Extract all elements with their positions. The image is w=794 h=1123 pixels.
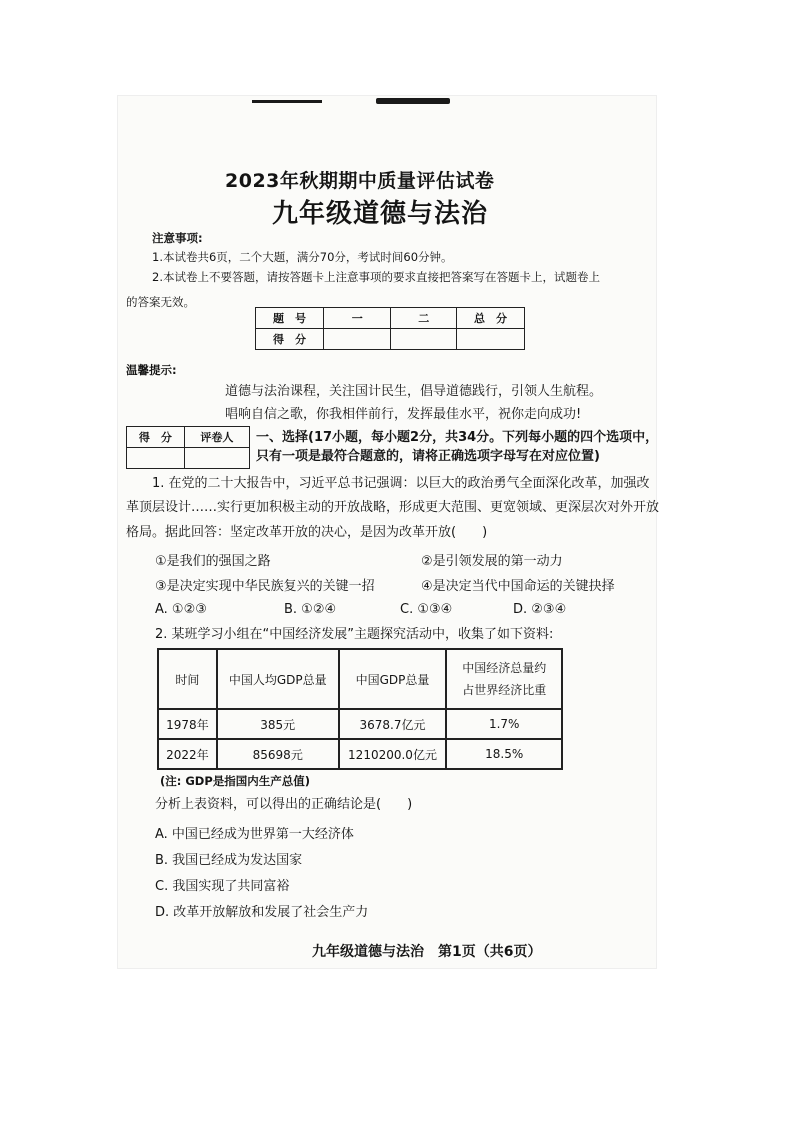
grader-name-cell[interactable]: [184, 448, 249, 469]
q1-option-b[interactable]: B. ①②④: [284, 602, 337, 617]
q2-option-d[interactable]: D. 改革开放解放和发展了社会生产力: [155, 905, 369, 920]
notice-item-2-cont: 的答案无效。: [126, 295, 195, 309]
gdp-note: (注: GDP是指国内生产总值): [160, 774, 311, 788]
question-1-stem: 1. 在党的二十大报告中，习近平总书记强调：以巨大的政治勇气全面深化改革，加强改: [152, 476, 650, 491]
q1-statement-3: ③是决定实现中华民族复兴的关键一招: [155, 579, 375, 594]
col-header-world-share: [446, 649, 562, 709]
question-2-stem: 分析上表资料，可以得出的正确结论是( ): [155, 797, 413, 812]
q1-statement-2: ②是引领发展的第一动力: [421, 554, 563, 569]
grader-score-cell[interactable]: [127, 448, 185, 469]
tips-heading: 温馨提示:: [126, 363, 177, 377]
section-1-instructions-cont: 只有一项是最符合题意的，请将正确选项字母写在对应位置): [256, 449, 600, 464]
table-row: [158, 739, 562, 769]
score-header-two: 二: [391, 308, 456, 329]
q1-option-c[interactable]: C. ①③④: [400, 602, 453, 617]
tips-line-1: 道德与法治课程，关注国计民生，倡导道德践行，引领人生航程。: [225, 384, 603, 399]
q2-option-b[interactable]: B. 我国已经成为发达国家: [155, 853, 303, 868]
exam-title: 2023年秋期期中质量评估试卷: [225, 170, 495, 192]
table-row: [127, 427, 250, 448]
gdp-data-table: [157, 648, 563, 770]
cell-total-gdp: 1210200.0亿元: [339, 739, 447, 769]
table-row: [256, 329, 525, 350]
cell-per-capita-gdp: 385元: [217, 709, 339, 739]
q2-option-a[interactable]: A. 中国已经成为世界第一大经济体: [155, 827, 354, 842]
question-2-intro: 2. 某班学习小组在“中国经济发展”主题探究活动中，收集了如下资料:: [155, 627, 554, 642]
cell-world-share: 1.7%: [446, 709, 562, 739]
q1-statement-1: ①是我们的强国之路: [155, 554, 271, 569]
cell-year: 1978年: [158, 709, 217, 739]
q1-option-d[interactable]: D. ②③④: [513, 602, 567, 617]
cell-year: 2022年: [158, 739, 217, 769]
tips-line-2: 唱响自信之歌，你我相伴前行，发挥最佳水平，祝你走向成功!: [225, 407, 582, 422]
cell-total-gdp: 3678.7亿元: [339, 709, 447, 739]
col-header-per-capita-gdp: 中国人均GDP总量: [217, 649, 339, 709]
q1-option-a[interactable]: A. ①②③: [155, 602, 207, 617]
score-header-question: 题 号: [256, 308, 324, 329]
notice-item-1: 1.本试卷共6页，二个大题，满分70分，考试时间60分钟。: [152, 250, 453, 264]
score-table: [255, 307, 525, 350]
col-header-world-share-line1: 中国经济总量约: [462, 661, 547, 675]
section-1-instructions: 一、选择(17小题，每小题2分，共34分。下列每小题的四个选项中，: [256, 430, 659, 445]
table-row: [256, 308, 525, 329]
scan-mark-top-left: [252, 100, 322, 103]
table-row: [158, 649, 562, 709]
q2-option-c[interactable]: C. 我国实现了共同富裕: [155, 879, 290, 894]
cell-per-capita-gdp: 85698元: [217, 739, 339, 769]
cell-world-share: 18.5%: [446, 739, 562, 769]
table-row: [158, 709, 562, 739]
subject-title: 九年级道德与法治: [272, 199, 489, 229]
score-header-one: 一: [324, 308, 391, 329]
table-row: [127, 448, 250, 469]
grader-table: [126, 426, 250, 469]
page-footer: 九年级道德与法治 第1页（共6页）: [312, 944, 542, 960]
grader-score-header: 得 分: [127, 427, 185, 448]
question-1-stem-cont: 革顶层设计……实行更加积极主动的开放战略，形成更大范围、更宽领域、更深层次对外开放: [126, 500, 660, 515]
grader-name-header: 评卷人: [184, 427, 249, 448]
col-header-world-share-line2: 占世界经济比重: [462, 683, 547, 697]
col-header-time: 时间: [158, 649, 217, 709]
score-cell-two[interactable]: [391, 329, 456, 350]
scan-mark-top-right: [376, 98, 450, 104]
score-cell-total[interactable]: [456, 329, 524, 350]
question-1-stem-end: 格局。据此回答：坚定改革开放的决心，是因为改革开放( ): [126, 525, 488, 540]
score-label: 得 分: [256, 329, 324, 350]
notice-heading: 注意事项:: [152, 231, 203, 245]
q1-statement-4: ④是决定当代中国命运的关键抉择: [421, 579, 615, 594]
score-cell-one[interactable]: [324, 329, 391, 350]
score-header-total: 总 分: [456, 308, 524, 329]
notice-item-2: 2.本试卷上不要答题，请按答题卡上注意事项的要求直接把答案写在答题卡上，试题卷上: [152, 270, 600, 284]
col-header-total-gdp: 中国GDP总量: [339, 649, 447, 709]
